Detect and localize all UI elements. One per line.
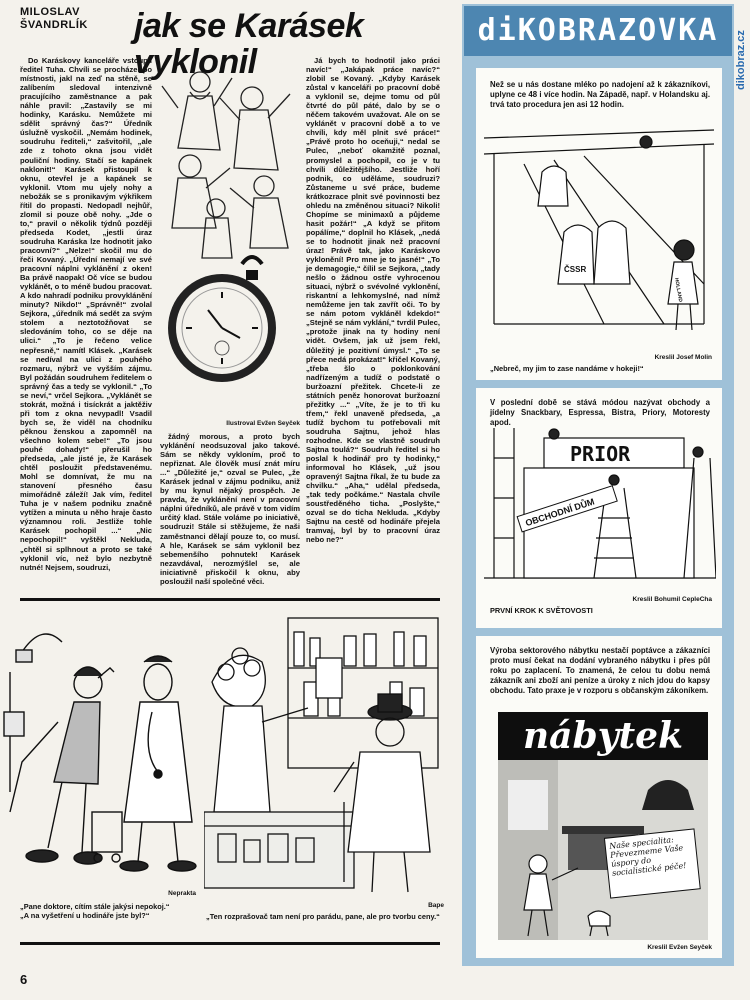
sidebar-item-1-caption: „Nebreč, my jim to zase nandáme v hokeji!“ xyxy=(490,364,644,373)
article-column-3-text: Já bych to hodnotil jako práci navíc!“ „Jakápak práce navíc?“ zlobil se Kovaný. „Kdyby Karásek zůstal v kanceláři po pracovní době a vyklonil se, dejme tomu od půl čtvrté do půl páté, dalo by se o něčem takovém uvažovat. Ale on se vyklánět v pracovní době a to ve chvíli, kdy měl plnit své práce!“ „Právě proto ho oceňuji,“ nedal se Pulec, „neboť okamžitě poznal, promyslel a pochopil, co je v tu chvíli důležitějšího. Jestliže hoří podnik, co uděláme, soudruzi? Zůstaneme u své práce, budeme krátkozrace plnit své povinnosti bez ohledu na změněnou situaci? Nikoli! Chopíme se minimaxů a půjdeme hasit požár!“ „A když se přitom popálíme,“ doplnil ho Klásek, „nedá se to hodnotit jinak než pracovní úraz! Právě tak, jako Karáskovo vyklonění! Pro mne je to jasné!“ „To je demagogie,“ čílil se Sejkora, „tady nešlo o žádnou ostře vyhrocenou situaci, nýbrž o svévolné vyklonění, riskantní a lehkomyslné, nad nímž nemůžeme jen tak zavřít oči. To by se nám potom vykláněl kdekdo!“ „Stejně se nám vyklání,“ tvrdil Pulec, „protože jinak na ty hodiny není vidět. Ovšem, jak už jsem řekl, důležitý je pozitivní úmysl.“ „To se přece nedá prokázat!“ křičel Kovaný, „třeba šlo o poklonkování nadřízeným a tudíž o podstatě o buržoazní přežitek. Chcete-li ze státních peněz honorovat buržoazní přežitky ...“ „Víte, že je to tři ku třem,“ řekl unaveně předseda, „a tudíž bychom tu potřebovali mít soudruha Sajtnu, jehož hlas rozhodne. Kde se vlastně soudruh Sajtna toulá?“ Soudruh ředitel si ho poslal k hodinář pro ty hodinky,“ informoval ho Klásek, „už jsou opravený! Sajtna říkal, že tu bude za chvilku.“ „Aha,“ udělal předseda, „tak tedy počkáme.“ Nastala chvíle soustředěného ticha. „Poslyšte,“ ozval se do ticha Nekluda. „Kdyby Sajtnu na cestě od hodináře přejela tramvaj, byl by to pracovní úraz nebo ne?“ xyxy=(306,56,440,545)
sidebar-item-3 xyxy=(476,636,722,958)
article-column-1 xyxy=(20,56,152,594)
section-divider xyxy=(20,598,440,601)
milk-race-drawing xyxy=(484,124,714,354)
cartoon-shop-drawing xyxy=(204,612,444,898)
article-author: MILOSLAV ŠVANDRLÍK xyxy=(20,6,88,31)
sidebar-item-2-credit: Kreslil Bohumil CepleCha xyxy=(632,596,712,603)
nabytek-banner: nábytek xyxy=(498,712,708,760)
milk-label-cssr: ČSSR xyxy=(564,265,587,274)
prior-sign: PRIOR xyxy=(570,442,631,466)
article-title: jak se Karásek vyklonil xyxy=(134,7,364,81)
shop-sign-text: Naše specialita: Převezmeme Vaše úspory do socialistické péče! xyxy=(608,835,687,878)
site-watermark: dikobraz.cz xyxy=(735,30,747,90)
furniture-shop-drawing xyxy=(498,760,708,940)
article-column-1-text: Do Karáskovy kanceláře vstoupil ředitel Tuha. Chvíli se procházel po místnosti, jakl na zeď na stěně, se zalíbením sledoval intenzivně pracujícího zaměstnance a pak náhle pravil: „Zastavily se mi hodinky, Karásku. Nemůžete mi sdělit správný čas?“ Úředník úslužně vyskočil. „Nemám hodinek, soudruhu řediteli,“ zašvitořil, „ale zde z tohoto okna jsou vidět pouliční hodiny. Stačí se kapánek naklonit!“ Karásek přistoupil k oknu, otevřel je a kapánek se vyklonil. Vtom mu ujely nohy a nebožák se s pronikavým výkřikem řítil do propasti. Nedopadl nejhůř, zlomil si pouze obě nohy. „Jde o to,“ pravil o několik týdnů později předseda Kodet, „jestli úraz soudruha Karáska lze hodnotit jako pracovní?“ „Nelze!“ skočil mu do řeči Kovaný. „Úřední nemají ve své pracovní náplni vyklánění z oken! Ba právě naopak! Oč více se budou vyklánět, o to méně budou pracovat. A kdo nahradí podniku provyklánění minuty? Nikdo!“ „Správně!“ zvolal Sejkora, „úředník má sedět za svým stolem a neztotožňovat se sledováním toho, co se děje na ulici.“ „To je řečeno velice nepřesně,“ namítl Klásek. „Karásek se nedíval na ulici z pouhého rozmaru, nýbrž ve vyšším zájmu. Byl požádán soudruhem ředitelem o správný čas a tedy se vyklonil.“ „To se neví,“ vrčel Sejkora. „Vyklánět se stokrát, možná i tisíckrát a jaktěživ při tom z okna nevypadl! Vsadil bych se, že viděl na chodníku pěknou ženskou a zapomněl na všechno kolem sebe!“ „To jsou pouhé dohady!“ přerušil ho předseda, „ale jisté je, že Karásek chtěl posloužit představenému. Mohl se domnívat, že mu na stanovení přesného času mimořádně záleží! Jak vím, ředitel Tuha je v našem podniku značně vytížen a minuta u něho hraje často významnou roli. Jestliže tohle Karásek pochopil ...“ „Nic nepochopil!“ vyštěkl Nekluda, „chtěl si splhnout a proto se také vyklonil víc, než bylo nezbytně nutné! Nejsem, soudruzi, xyxy=(20,56,152,572)
prior-store-drawing xyxy=(484,428,716,588)
sidebar-item-1-text: Než se u nás dostane mléko po nadojení až k zákazníkovi, uplyne ce 48 i více hodin. Na Západě, např. v Holandsku aj. trvá tato procedura jen asi 12 hodin. xyxy=(490,80,710,109)
milk-label-holland: HOLLAND xyxy=(672,277,684,303)
article-column-2 xyxy=(160,432,300,594)
cartoon-doctor-drawing xyxy=(2,612,198,882)
sidebar-item-3-text: Výroba sektorového nábytku nestačí poptávce a zákazníci proto musí čekat na dodání vybraného nábytku i přes půl roku po zaplacení. To znamená, že celou tu dobu nemá zákazník ani zboží ani peníze a úroky z nich jdou do kapsy obchodu. Tato praxe je v rozporu s občanským zákoníkem. xyxy=(490,646,710,695)
cartoon-1-caption: „Pane doktore, cítím stále jakýsi nepokoj.“ „A na vyšetření u hodináře jste byl?“ xyxy=(20,902,170,920)
pocket-watch-icon xyxy=(168,257,276,382)
article-illustration xyxy=(160,58,298,413)
sidebar-item-1-credit: Kreslil Josef Molin xyxy=(654,354,712,361)
article-column-2-text: žádný morous, a proto bych vyklánění neodsuzoval jako takové. Sám se někdy vykloním, proč to nepřiznat. Ale člověk musí znát míru ...“ „Důležité je,“ ozval se Pulec, „že Karásek jednal v zájmu podniku, aniž by mu kynul nějaký prospěch. Je pravda, že vyklánění není v pracovní náplni úředníků, ale právě v tom vidím určitý klad. Stále voláme po iniciativě, soudruzi! Stále si stěžujeme, že naši zaměstnanci dělají pouze to, co musí. A hle, Karásek se sám vyklonil bez sebemenšího pohnutek! Karásek nezavdával, nerozmýšlel se, ale iniciativně přiskočil k oknu, aby posloužil naší společné věci. xyxy=(160,432,300,586)
page-number: 6 xyxy=(20,972,28,987)
sidebar-item-2-caption: PRVNÍ KROK K SVĚTOVOSTI xyxy=(490,606,593,615)
cartoon-2-artist: Bape xyxy=(428,902,444,909)
sidebar-header: diKOBRAZOVKA xyxy=(464,6,732,56)
sidebar-item-2 xyxy=(476,388,722,628)
cartoon-1-artist: Neprakta xyxy=(168,890,196,897)
cartoon-2-caption: „Ten rozprašovač tam není pro parádu, pane, ale pro tvorbu ceny.“ xyxy=(206,912,440,921)
bottom-divider xyxy=(20,942,440,945)
illustrator-credit: Ilustroval Evžen Seyček xyxy=(226,420,300,427)
article-column-3 xyxy=(306,56,440,594)
sidebar-item-3-credit: Kreslil Evžen Seyček xyxy=(647,944,712,951)
sidebar-item-1 xyxy=(476,68,722,380)
sidebar-item-2-text: V poslední době se stává módou nazývat obchody a jídelny Snackbary, Espressa, Bistra, Priory, Motoresty apod. xyxy=(490,398,710,427)
obchodni-dum-sign: OBCHODNÍ DŮM xyxy=(524,496,596,529)
